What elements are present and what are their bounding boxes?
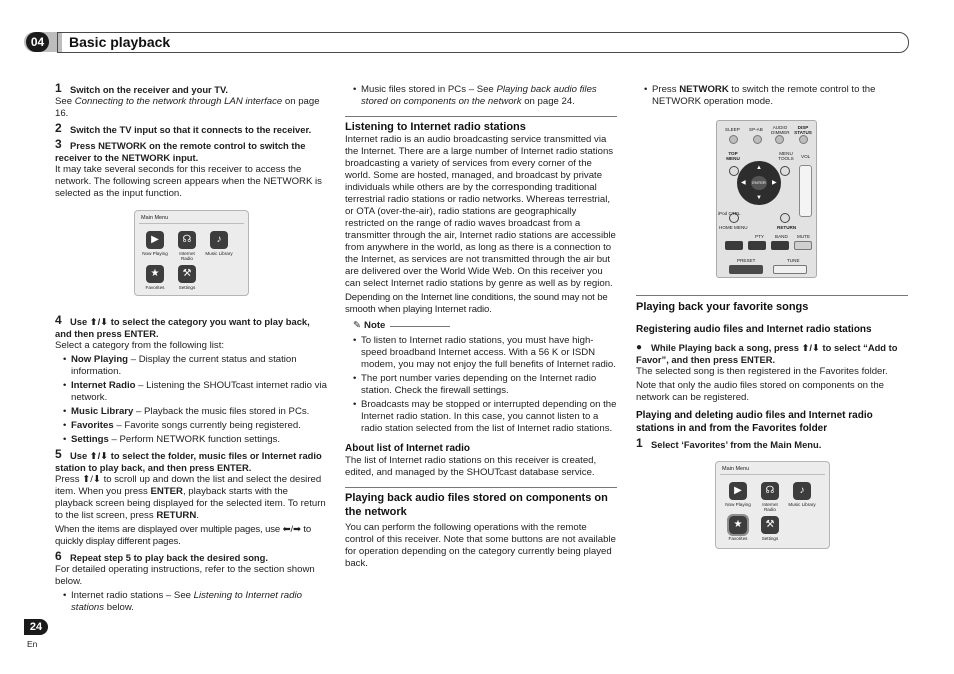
step-5 [55, 447, 327, 548]
instruction-list [644, 84, 908, 108]
step-heading: Switch on the receiver and your TV. [70, 84, 229, 95]
list-item: • Internet radio stations – See Listening to Internet radio stations below. [63, 590, 327, 614]
list-item: • Music files stored in PCs – See Playing back audio files stored on components on the network on page 24. [353, 84, 617, 108]
audio-dimmer-label: AUDIO DIMMER [771, 125, 790, 135]
vol-label: VOL [801, 154, 811, 159]
list-item: • Favorites – Favorite songs currently being registered. [63, 420, 327, 432]
tile-music-library: ♪ Music Library [788, 482, 816, 507]
reference-list [353, 84, 617, 108]
play-button [771, 241, 789, 250]
tile-settings: ⚒ Settings [173, 265, 201, 290]
section-listening [345, 116, 617, 479]
divider [720, 474, 825, 475]
section-playing-back [345, 487, 617, 570]
step-6 [55, 549, 327, 614]
step-3 [55, 137, 327, 200]
list-item: • Now Playing – Display the current status and station information. [63, 354, 327, 378]
category-list [63, 354, 327, 446]
step-number: 2 [55, 121, 62, 135]
register-step [636, 342, 908, 366]
star-icon: ★ [729, 516, 747, 534]
return-button [780, 213, 790, 223]
list-item: • Press NETWORK to switch the remote control to the NETWORK operation mode. [644, 84, 908, 108]
tile-now-playing: ▶ Now Playing [141, 231, 169, 256]
pty-label: PTY [755, 234, 764, 239]
ipod-ctrl-label: iPod CTRL [718, 211, 741, 216]
subsection-title: Playing and deleting audio files and Internet radio stations in and from the Favorites folder [636, 410, 873, 434]
tile-music-library: ♪ Music Library [205, 231, 233, 256]
wrench-icon: ⚒ [178, 265, 196, 283]
paragraph: You can perform the following operations with the remote control of this receiver. Note that some buttons are not available for operation depending on the category currently being played back. [345, 522, 616, 569]
paragraph: Internet radio is an audio broadcasting service transmitted via the Internet. There are a large number of Internet radio stations broadcasting a variety of services from every corner of the world. Some are hosted, managed, and broadcast by private individuals while others are by the corresponding traditional terrestrial radio stations or radio networks. Whereas terrestrial, or OTA (over-the-air), radio stations are geographically restricted on the range of radio waves broadcast from a transmitter through the air, Internet radio stations are accessible from anywhere in the world, as long as there is a connection to the Internet, as services are not transmitted through the air but are delivered over the World Wide Web. On this receiver you can select Internet radio stations by genre as well as by region. [345, 134, 616, 289]
subsection-title: Registering audio files and Internet radio stations [636, 324, 872, 335]
arrow-left-icon: ◀ [741, 180, 746, 186]
divider [139, 223, 244, 224]
subsection-title: About list of Internet radio [345, 443, 470, 454]
arrow-down-icon: ▼ [756, 195, 762, 201]
list-item: • Settings – Perform NETWORK function settings. [63, 434, 327, 446]
sp-ab-label: SP-AB [749, 127, 763, 132]
preset-label: PRESET [737, 258, 756, 263]
sleep-button [729, 135, 738, 144]
menu-tools-label: MENU TOOLS [778, 151, 794, 161]
band-label: BAND [775, 234, 788, 239]
step-heading: Select ‘Favorites’ from the Main Menu. [651, 439, 822, 450]
step-body: For detailed operating instructions, refer to the section shown below. [55, 564, 315, 587]
cross-reference: Connecting to the network through LAN interface [74, 96, 283, 107]
star-icon: ★ [146, 265, 164, 283]
language-code: En [27, 639, 38, 649]
dimmer-button [775, 135, 784, 144]
play-icon: ▶ [729, 482, 747, 500]
home-menu-label: HOME MENU [719, 225, 748, 230]
top-menu-label: TOP MENU [726, 151, 740, 161]
section-title: Playing back your favorite songs [636, 301, 809, 313]
music-note-icon: ♪ [793, 482, 811, 500]
step-body: Press ⬆/⬇ to scroll up and down the list and select the desired item. When you press ENTER, playback starts with the playback screen being displayed for the selected item. To return to the list screen, press RETURN. [55, 474, 326, 521]
music-note-icon: ♪ [210, 231, 228, 249]
tile-settings: ⚒ Settings [756, 516, 784, 541]
step-body: Select a category from the following list: [55, 340, 225, 351]
pause-button [725, 241, 743, 250]
note-heading: ✎ Note [353, 320, 617, 332]
radio-icon: ☊ [178, 231, 196, 249]
sleep-label: SLEEP [725, 127, 740, 132]
paragraph: Depending on the Internet line conditions, the sound may not be smooth when playing Internet radio. [345, 292, 608, 315]
list-item: • Internet Radio – Listening the SHOUTcast internet radio via network. [63, 380, 327, 404]
menu-button [780, 166, 790, 176]
tile-favorites-selected: ★ Favorites [724, 516, 752, 541]
step-bullet-icon: ● [636, 342, 643, 353]
step-heading: Press NETWORK on the remote control to switch the receiver to the NETWORK input. [55, 140, 306, 163]
arrow-right-icon: ▶ [772, 180, 777, 186]
paragraph: Note that only the audio files stored on components on the network can be registered. [636, 380, 884, 403]
screen-title: Main Menu [141, 215, 169, 221]
tile-internet-radio: ☊ Internet Radio [756, 482, 784, 513]
tile-favorites: ★ Favorites [141, 265, 169, 290]
list-item: • Music Library – Playback the music files stored in PCs. [63, 406, 327, 418]
play-icon: ▶ [146, 231, 164, 249]
column-1 [55, 81, 327, 618]
paragraph: The list of Internet radio stations on this receiver is created, edited, and managed by the SHOUTcast database service. [345, 455, 597, 478]
radio-icon: ☊ [761, 482, 779, 500]
column-2 [345, 84, 617, 572]
note-list [353, 335, 617, 435]
paragraph: The selected song is then registered in the Favorites folder. [636, 366, 888, 377]
section-title: Listening to Internet radio stations [345, 121, 526, 133]
chapter-number: 04 [26, 32, 49, 52]
screen-title: Main Menu [722, 466, 750, 472]
step-number: 5 [55, 447, 62, 461]
list-item: • Broadcasts may be stopped or interrupted depending on the Internet radio station. In this case, you cannot listen to a radio station selected from the list of Internet radio stations. [353, 399, 617, 435]
step-heading: Switch the TV input so that it connects to the receiver. [70, 124, 312, 135]
tune-label: TUNE [787, 258, 800, 263]
step-heading: Use ⬆/⬇ to select the folder, music files or Internet radio station to play back, and then press ENTER. [55, 450, 322, 473]
chapter-title: Basic playback [69, 34, 171, 50]
section-title: Playing back audio files stored on components on the network [345, 492, 608, 518]
step-number: 1 [55, 81, 62, 95]
status-button [799, 135, 808, 144]
step-heading: Repeat step 5 to play back the desired song. [70, 552, 268, 563]
favorites-step-1 [636, 436, 908, 451]
tile-internet-radio: ☊ Internet Radio [173, 231, 201, 262]
close-icon [729, 166, 739, 176]
step-number: 4 [55, 313, 62, 327]
list-item: • To listen to Internet radio stations, you must have high-speed broadband Internet access. With a 56 K or ISDN modem, you may not enjoy the full benefits of Internet radio. [353, 335, 617, 371]
disp-status-label: DISP STATUS [794, 125, 812, 135]
return-label: RETURN [777, 225, 797, 230]
step-body: It may take several seconds for this receiver to access the network. The following screen appears when the NETWORK is selected as the input function. [55, 164, 322, 199]
step-4 [55, 313, 327, 446]
list-item: • The port number varies depending on the Internet radio station. Check the firewall settings. [353, 373, 617, 397]
column-3 [636, 84, 908, 110]
column-3-lower [636, 295, 908, 455]
volume-rocker [799, 165, 812, 217]
stop-button [748, 241, 766, 250]
main-menu-screen-favorites [715, 461, 830, 549]
step-2 [55, 121, 327, 136]
preset-buttons [729, 265, 763, 274]
section-favorites [636, 295, 908, 451]
wrench-icon: ⚒ [761, 516, 779, 534]
remote-control-illustration [716, 120, 817, 278]
step-number: 1 [636, 436, 643, 450]
step-number: 3 [55, 137, 62, 151]
step-body: See Connecting to the network through LAN interface on page 16. [55, 96, 320, 119]
step-body: When the items are displayed over multiple pages, use ⬅/➡ to quickly display different pages. [55, 524, 312, 547]
tune-buttons [773, 265, 807, 274]
step-heading: Use ⬆/⬇ to select the category you want to play back, and then press ENTER. [55, 316, 310, 339]
sp-ab-button [753, 135, 762, 144]
step-number: 6 [55, 549, 62, 563]
note-pencil-icon: ✎ [353, 320, 362, 331]
mute-button [794, 241, 812, 250]
enter-button: ENTER [751, 176, 767, 190]
mute-label: MUTE [797, 234, 811, 239]
step-1 [55, 81, 327, 120]
page-number: 24 [24, 619, 48, 635]
tile-now-playing: ▶ Now Playing [724, 482, 752, 507]
chapter-title-bar [57, 32, 909, 53]
main-menu-screen [134, 210, 249, 296]
arrow-up-icon: ▲ [756, 165, 762, 171]
reference-list [63, 590, 327, 614]
step-heading: While Playing back a song, press ⬆/⬇ to select “Add to Favor”, and then press ENTER. [636, 342, 898, 365]
